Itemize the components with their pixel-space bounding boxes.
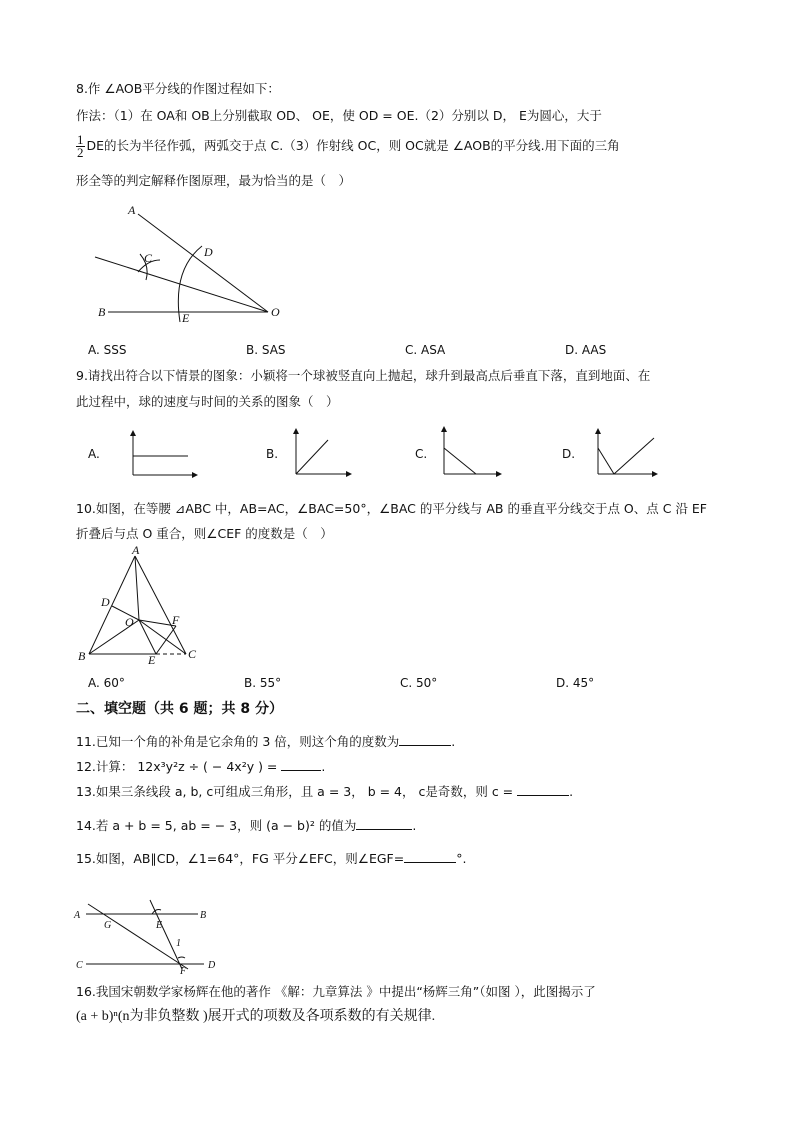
q14: [76, 817, 416, 835]
q9-graph-d: [594, 428, 660, 478]
label-F: F: [180, 966, 187, 977]
q8-option-c[interactable]: C. ASA: [405, 343, 446, 357]
q13: [76, 783, 573, 801]
q15-end: °.: [456, 851, 467, 866]
q11: [76, 733, 455, 751]
q9-line1: 9.请找出符合以下情景的图象：小颖将一个球被竖直向上抛起，球升到最高点后垂直下落，直到地面、在: [76, 368, 651, 383]
label-E: E: [148, 653, 156, 667]
q8-option-b[interactable]: B. SAS: [246, 343, 286, 357]
q8-line2-wrap: [76, 134, 620, 159]
q10-option-d[interactable]: D. 45°: [556, 676, 595, 690]
label-1: 1: [176, 938, 181, 949]
label-G: G: [104, 920, 112, 931]
q15: [76, 850, 466, 868]
q10-option-b[interactable]: B. 55°: [244, 676, 282, 690]
q11-end: .: [451, 734, 456, 749]
section-2-title: 二、填空题（共 6 题；共 8 分）: [76, 701, 283, 717]
q15-figure: [74, 896, 224, 976]
label-D: D: [208, 960, 216, 971]
q8-option-a[interactable]: A. SSS: [88, 343, 127, 357]
q10-option-a[interactable]: A. 60°: [88, 676, 125, 690]
q8-title: 8.作 ∠AOB平分线的作图过程如下：: [76, 81, 280, 96]
q10-figure: [76, 543, 206, 668]
label-A: A: [74, 910, 81, 921]
q12-end: .: [321, 759, 326, 774]
label-E: E: [182, 311, 190, 325]
label-C: C: [144, 251, 153, 265]
q8-line1: 作法：（1）在 OA和 OB上分别截取 OD、 OE，使 OD = OE.（2）分别以 D， E为圆心，大于: [76, 108, 602, 123]
q9-option-c[interactable]: C.: [415, 447, 428, 461]
q8-fraction-numerator: 1: [77, 132, 84, 147]
q10-option-c[interactable]: C. 50°: [400, 676, 438, 690]
label-A: A: [128, 203, 136, 217]
q8-option-d[interactable]: D. AAS: [565, 343, 607, 357]
label-O: O: [271, 305, 280, 319]
label-B: B: [78, 649, 86, 663]
label-D: D: [101, 595, 110, 609]
label-C: C: [76, 960, 83, 971]
label-B: B: [98, 305, 106, 319]
q13-end: .: [569, 784, 574, 799]
q10-line1: 10.如图，在等腰 ⊿ABC 中，AB=AC，∠BAC=50°，∠BAC 的平分线与 AB 的垂直平分线交于点 O、点 C 沿 EF: [76, 501, 708, 516]
graph-d-line-down: [598, 448, 614, 474]
q14-end: .: [412, 818, 417, 833]
q9-option-d[interactable]: D.: [562, 447, 576, 461]
label-B: B: [200, 910, 207, 921]
label-C: C: [188, 647, 197, 661]
q12-text: 12.计算： 12x³y²z ÷ ( − 4x²y ) =: [76, 759, 278, 774]
graph-b-line: [296, 440, 328, 474]
ray-OC: [95, 257, 268, 312]
q8-figure: [90, 200, 290, 325]
ray-OA: [138, 214, 268, 312]
q11-answer-blank[interactable]: [399, 733, 451, 746]
graph-d-line-up: [614, 438, 654, 474]
q8-fraction-denominator: 2: [77, 145, 84, 160]
q15-answer-blank[interactable]: [404, 850, 456, 863]
q8-fraction: [76, 134, 85, 159]
q14-answer-blank[interactable]: [356, 817, 412, 830]
label-F: F: [172, 613, 180, 627]
q16-line2: (a + b)ⁿ(n为非负整数 )展开式的项数及各项系数的有关规律.: [76, 1009, 436, 1024]
q9-graph-c: [440, 426, 504, 476]
q9-option-a[interactable]: A.: [88, 447, 100, 461]
q8-line3: 形全等的判定解释作图原理，最为恰当的是（ ）: [76, 173, 352, 188]
q14-text: 14.若 a + b = 5, ab = − 3，则 (a − b)² 的值为: [76, 818, 357, 833]
q12-answer-blank[interactable]: [281, 758, 321, 771]
label-D: D: [204, 245, 213, 259]
q9-line2: 此过程中，球的速度与时间的关系的图象（ ）: [76, 394, 339, 409]
label-O: O: [125, 615, 134, 629]
q8-line2: DE的长为半径作弧，两弧交于点 C.（3）作射线 OC，则 OC就是 ∠AOB的平分线.用下面的三角: [86, 138, 620, 153]
graph-c-line: [444, 448, 476, 474]
q15-text: 15.如图，AB∥CD，∠1=64°，FG 平分∠EFC，则∠EGF=: [76, 851, 405, 866]
q9-option-b[interactable]: B.: [266, 447, 279, 461]
q10-line2: 折叠后与点 O 重合，则∠CEF 的度数是（ ）: [76, 526, 333, 541]
label-E: E: [156, 920, 163, 931]
q11-text: 11.已知一个角的补角是它余角的 3 倍，则这个角的度数为: [76, 734, 400, 749]
q9-graph-b: [292, 428, 354, 478]
q13-answer-blank[interactable]: [517, 783, 569, 796]
q9-graph-a: [128, 430, 200, 480]
q16-line1: 16.我国宋朝数学家杨辉在他的著作 《解：九章算法 》中提出“杨辉三角”（如图 ），此图揭示了: [76, 984, 596, 999]
q12: [76, 758, 325, 776]
label-A: A: [132, 543, 140, 557]
q13-text: 13.如果三条线段 a, b, c可组成三角形，且 a = 3， b = 4， c是奇数，则 c =: [76, 784, 514, 799]
